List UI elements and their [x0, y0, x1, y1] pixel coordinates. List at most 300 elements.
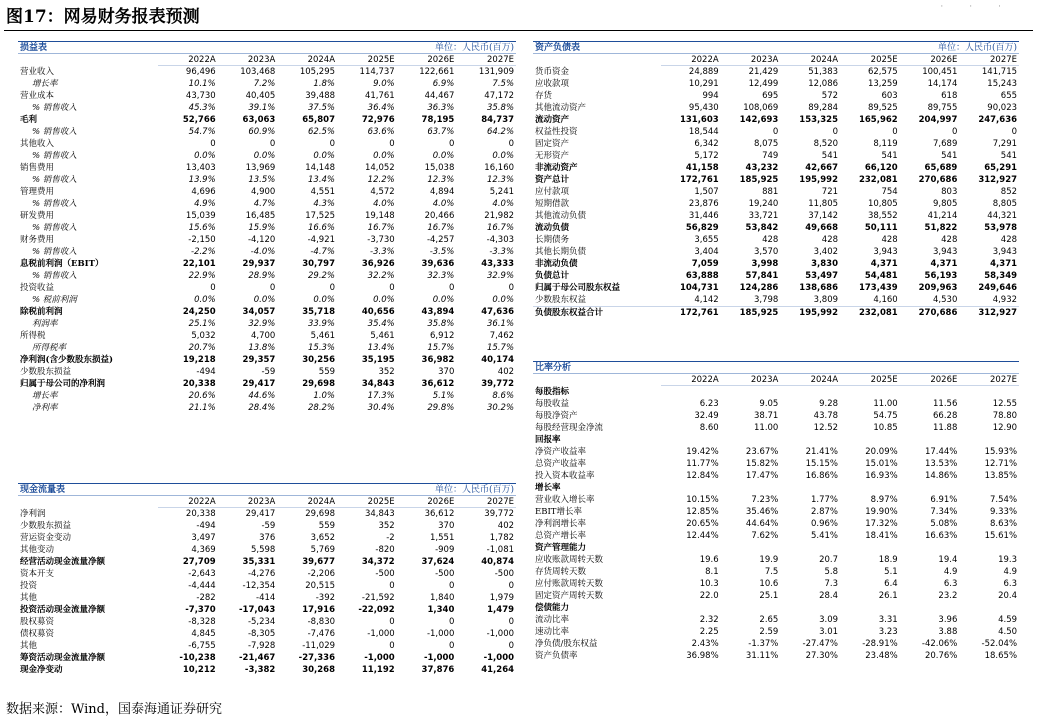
row-value: 16,485: [245, 211, 276, 221]
row-value: 16.86%: [805, 471, 839, 481]
table-row: [533, 554, 1019, 566]
row-label: 净利率: [32, 403, 58, 413]
row-value: 15.61%: [984, 531, 1018, 541]
row-value: 36,612: [421, 379, 455, 389]
table-row: [533, 126, 1019, 138]
row-value: 0.0%: [373, 295, 395, 305]
table-row: [18, 90, 516, 102]
table-row: [18, 628, 516, 640]
row-value: 35,195: [361, 355, 395, 365]
row-value: 39.1%: [248, 103, 276, 113]
row-value: 5.1: [884, 567, 898, 577]
row-value: 19.9: [759, 555, 779, 565]
row-label: 存货: [535, 91, 553, 101]
row-value: 13.8%: [248, 343, 276, 353]
row-value: 4,894: [430, 187, 455, 197]
row-value: -59: [261, 367, 276, 377]
table-row: [533, 198, 1019, 210]
row-value: 428: [941, 235, 958, 245]
row-value: 12.71%: [984, 459, 1018, 469]
row-label: 营业收入: [20, 67, 55, 77]
row-label: 筹资活动现金流量净额: [20, 653, 106, 663]
row-value: 172,761: [679, 308, 719, 318]
row-value: 100,451: [922, 67, 958, 77]
row-value: 32.3%: [427, 271, 455, 281]
table-row: [18, 616, 516, 628]
row-value: 24,250: [182, 307, 216, 317]
row-value: [900, 434, 960, 446]
row-value: -4.7%: [310, 247, 336, 257]
row-value: 4.50: [998, 627, 1018, 637]
row-value: 7.5: [764, 567, 779, 577]
row-value: 15.93%: [984, 447, 1018, 457]
row-value: 559: [318, 367, 336, 377]
row-value: 4.0%: [492, 199, 515, 209]
table-row: [18, 294, 516, 306]
row-value: 14,052: [364, 163, 395, 173]
row-value: -4,120: [247, 235, 276, 245]
row-value: 30,256: [302, 355, 336, 365]
table-row: [18, 604, 516, 616]
row-value: 89,755: [927, 103, 958, 113]
row-value: 4,845: [191, 629, 216, 639]
row-value: 40,405: [245, 91, 276, 101]
row-value: -3,730: [367, 235, 395, 245]
row-value: [840, 434, 900, 446]
row-value: 6.3: [1003, 579, 1018, 589]
row-value: 89,525: [867, 103, 898, 113]
cashflow-unit-label: 单位：人民币(百万): [434, 485, 514, 495]
row-label: 短期借款: [535, 199, 570, 209]
row-value: 19.42%: [686, 447, 719, 457]
row-value: -8,830: [307, 617, 336, 627]
ratio-section-title: 比率分析: [535, 363, 572, 373]
row-value: 17,916: [302, 605, 336, 615]
row-value: 0: [329, 139, 336, 149]
row-value: 29,417: [245, 509, 276, 519]
row-value: 153,325: [799, 115, 839, 125]
row-value: 8,520: [813, 139, 839, 149]
row-value: 4,900: [251, 187, 276, 197]
row-value: 618: [941, 91, 958, 101]
year-header-row: [533, 54, 1019, 66]
row-label: 少数股东损益: [20, 367, 72, 377]
row-value: 30.4%: [367, 403, 395, 413]
table-row: [18, 66, 516, 78]
row-value: 5,032: [191, 331, 216, 341]
row-value: 17.47%: [745, 471, 779, 481]
row-value: 124,286: [739, 283, 779, 293]
row-value: 4.7%: [253, 199, 276, 209]
row-value: 3.31: [878, 615, 898, 625]
row-label: 所得税率: [32, 343, 67, 353]
row-value: 4.0%: [432, 199, 455, 209]
row-label: 财务费用: [20, 235, 55, 245]
year-header-cell: 2023A: [721, 374, 781, 386]
table-row: [533, 530, 1019, 542]
row-label: 资本开支: [20, 569, 55, 579]
row-label: 股权募资: [20, 617, 55, 627]
row-value: 232,081: [858, 308, 898, 318]
row-value: 541: [881, 151, 898, 161]
table-row: [533, 494, 1019, 506]
row-value: 14.86%: [924, 471, 958, 481]
row-value: 10.6: [759, 579, 779, 589]
row-value: 4.9: [1003, 567, 1018, 577]
row-value: 0: [389, 283, 395, 293]
row-value: -3.3%: [489, 247, 515, 257]
year-header-cell: 2024A: [780, 54, 840, 66]
year-header-cell: 2026E: [397, 496, 457, 508]
income-unit-label: 单位：人民币(百万): [434, 43, 514, 53]
row-value: 53,842: [745, 223, 779, 233]
row-value: 0: [448, 641, 455, 651]
row-value: 17.3%: [367, 391, 395, 401]
row-value: 185,925: [739, 175, 779, 185]
table-row: [18, 330, 516, 342]
row-value: 4,572: [370, 187, 395, 197]
row-value: 173,439: [858, 283, 898, 293]
row-value: 0: [389, 617, 395, 627]
row-value: 4,551: [310, 187, 336, 197]
row-value: 428: [881, 235, 898, 245]
row-value: 7,462: [489, 331, 515, 341]
row-value: -2,643: [188, 569, 216, 579]
row-value: 0: [508, 641, 515, 651]
row-value: [780, 602, 840, 614]
row-value: -10,238: [179, 653, 216, 663]
row-label: 资产总计: [535, 175, 570, 185]
row-value: 3,655: [694, 235, 719, 245]
row-value: 4.0%: [373, 199, 395, 209]
table-row: [18, 652, 516, 664]
cashflow-section-title: 现金流量表: [20, 485, 66, 495]
row-value: 209,963: [918, 283, 958, 293]
row-value: -1,000: [426, 629, 455, 639]
row-label: 权益性投资: [535, 127, 578, 137]
row-value: 6,912: [430, 331, 455, 341]
row-label: % 销售收入: [32, 223, 77, 233]
row-value: 15.82%: [745, 459, 779, 469]
row-value: 8,075: [754, 139, 779, 149]
row-value: 25.1%: [188, 319, 216, 329]
cashflow-statement-panel: [18, 483, 516, 676]
row-value: 36,612: [424, 509, 455, 519]
row-value: 54.75: [873, 411, 898, 421]
row-value: 0: [269, 139, 276, 149]
row-value: -820: [375, 545, 395, 555]
row-value: 26.1: [878, 591, 898, 601]
row-label: 固定资产: [535, 139, 570, 149]
row-label: 资产负债率: [535, 651, 578, 661]
row-label: 归属于母公司的净利润: [20, 379, 106, 389]
row-value: 8,119: [873, 139, 898, 149]
table-row: [533, 270, 1019, 282]
row-value: 20,338: [185, 509, 216, 519]
row-value: 4,530: [933, 295, 958, 305]
row-value: 96,496: [185, 67, 216, 77]
row-value: 541: [821, 151, 839, 161]
row-value: 21,982: [484, 211, 515, 221]
row-value: 24,889: [688, 67, 719, 77]
row-label: 流动负债: [535, 223, 570, 233]
row-value: 12.55: [992, 399, 1018, 409]
row-value: 6.9%: [432, 79, 455, 89]
row-label: 所得税: [20, 331, 46, 341]
row-value: 35,331: [242, 557, 276, 567]
balance-section-header: [533, 41, 1019, 54]
row-value: 63.6%: [367, 127, 395, 137]
row-value: -27.47%: [802, 639, 839, 649]
table-row: [533, 506, 1019, 518]
row-label: 每股指标: [535, 387, 570, 397]
row-value: 5,241: [489, 187, 515, 197]
row-value: 57,841: [745, 271, 779, 281]
row-value: 41,158: [685, 163, 719, 173]
row-value: 0: [448, 617, 455, 627]
row-value: 35.8%: [487, 103, 515, 113]
row-value: 90,023: [987, 103, 1018, 113]
table-row: [18, 282, 516, 294]
year-header-row: [533, 374, 1019, 386]
row-value: 14,148: [305, 163, 336, 173]
row-value: 49,668: [805, 223, 839, 233]
row-value: 6,342: [694, 139, 719, 149]
row-value: 19,240: [748, 199, 779, 209]
row-label: 负债股东权益合计: [535, 308, 604, 318]
row-label: 投入资本收益率: [535, 471, 595, 481]
row-value: 16.63%: [924, 531, 958, 541]
title-divider: [4, 30, 1033, 31]
row-value: 0.0%: [313, 151, 336, 161]
row-value: 994: [702, 91, 719, 101]
row-value: 56,829: [685, 223, 719, 233]
cashflow-section-header: [18, 483, 516, 496]
row-value: 0: [389, 139, 395, 149]
row-label: 投资: [20, 581, 38, 591]
row-value: 0: [772, 127, 779, 137]
row-value: 1,479: [487, 605, 515, 615]
table-row: [533, 210, 1019, 222]
row-value: 20,515: [305, 581, 336, 591]
row-value: 29.2%: [308, 271, 336, 281]
table-row: [18, 126, 516, 138]
row-value: 6.4: [884, 579, 898, 589]
row-value: 39,772: [481, 379, 515, 389]
row-value: 23.67%: [745, 447, 779, 457]
table-row: [533, 638, 1019, 650]
row-value: 66.28: [933, 411, 958, 421]
row-value: 12.3%: [427, 175, 455, 185]
row-value: 22.0: [699, 591, 719, 601]
table-row: [533, 222, 1019, 234]
table-row: [18, 544, 516, 556]
year-header-cell: 2025E: [337, 496, 397, 508]
row-value: -2,150: [188, 235, 216, 245]
row-value: 63,063: [242, 115, 276, 125]
row-label: 净负债/股东权益: [535, 639, 598, 649]
row-value: 36,982: [421, 355, 455, 365]
row-value: 11.77%: [686, 459, 719, 469]
row-value: 3,830: [811, 259, 839, 269]
row-value: 0.96%: [811, 519, 839, 529]
row-value: 89,284: [808, 103, 839, 113]
row-value: 60.9%: [248, 127, 276, 137]
row-value: 13.85%: [984, 471, 1018, 481]
row-value: [840, 542, 900, 554]
year-header-cell: 2023A: [218, 496, 278, 508]
row-value: 0.0%: [432, 151, 455, 161]
row-label: 速动比率: [535, 627, 570, 637]
row-value: 352: [378, 367, 395, 377]
row-value: 370: [438, 521, 455, 531]
table-row: [533, 90, 1019, 102]
row-label: 流动资产: [535, 115, 570, 125]
row-value: 11,805: [808, 199, 839, 209]
row-value: -7,476: [307, 629, 336, 639]
row-label: 其他: [20, 641, 38, 651]
row-value: 32.2%: [367, 271, 395, 281]
row-value: 655: [1000, 91, 1018, 101]
row-value: 4.59: [998, 615, 1018, 625]
row-value: 185,925: [739, 308, 779, 318]
row-value: 3,943: [992, 247, 1018, 257]
row-value: 18.65%: [984, 651, 1018, 661]
row-value: 13,969: [245, 163, 276, 173]
row-value: [959, 602, 1019, 614]
row-value: 312,927: [978, 308, 1018, 318]
row-value: 62,575: [867, 67, 898, 77]
table-row: [18, 210, 516, 222]
row-value: 195,992: [799, 175, 839, 185]
row-value: 1,551: [430, 533, 455, 543]
decorative-dots: ···: [940, 2, 1027, 12]
row-value: 141,715: [981, 67, 1018, 77]
year-header-cell: 2022A: [661, 54, 721, 66]
table-row: [18, 186, 516, 198]
row-value: 4,371: [930, 259, 958, 269]
row-value: 3.88: [938, 627, 958, 637]
row-value: 19.6: [699, 555, 719, 565]
year-header-cell: 2025E: [840, 374, 900, 386]
row-value: [840, 482, 900, 494]
row-value: 0: [448, 139, 455, 149]
row-value: 0: [508, 581, 515, 591]
year-header-row: [18, 496, 516, 508]
row-value: 3,570: [754, 247, 779, 257]
row-value: 3,943: [873, 247, 898, 257]
year-header-cell: 2024A: [277, 496, 337, 508]
row-value: 44,467: [424, 91, 455, 101]
row-value: 4,696: [191, 187, 216, 197]
row-value: 0: [508, 139, 515, 149]
row-value: 9,805: [933, 199, 958, 209]
row-value: 37,624: [421, 557, 455, 567]
row-value: 4,932: [992, 295, 1018, 305]
row-value: 12,086: [808, 79, 839, 89]
row-value: 16.7%: [487, 223, 515, 233]
row-value: 105,295: [299, 67, 336, 77]
row-value: 13.53%: [924, 459, 958, 469]
row-value: 8,805: [992, 199, 1018, 209]
row-value: -42.06%: [921, 639, 958, 649]
row-label: 息税前利润（EBIT）: [20, 259, 104, 269]
row-label: 其他长期负债: [535, 247, 587, 257]
row-value: 12.90: [992, 423, 1018, 433]
row-label: % 销售收入: [32, 199, 77, 209]
row-value: 6.91%: [930, 495, 958, 505]
row-value: 39,488: [305, 91, 336, 101]
row-value: 37.5%: [308, 103, 336, 113]
row-label: 每股收益: [535, 399, 570, 409]
row-value: 428: [1000, 235, 1018, 245]
row-value: [661, 542, 721, 554]
row-value: 29,357: [242, 355, 276, 365]
row-value: 5,461: [310, 331, 336, 341]
row-value: 35.8%: [427, 319, 455, 329]
table-row: [533, 446, 1019, 458]
row-value: 1.8%: [313, 79, 336, 89]
row-value: 0.0%: [492, 295, 515, 305]
row-value: -59: [261, 521, 276, 531]
row-value: 8.60: [699, 423, 719, 433]
table-row: [533, 398, 1019, 410]
row-value: 20.7%: [188, 343, 216, 353]
row-value: 0: [210, 283, 216, 293]
row-value: 52,766: [182, 115, 216, 125]
table-row: [533, 282, 1019, 294]
row-value: 19.3: [998, 555, 1018, 565]
row-value: 21.41%: [805, 447, 839, 457]
row-value: 21,429: [748, 67, 779, 77]
table-row: [533, 150, 1019, 162]
row-label: 管理费用: [20, 187, 55, 197]
row-value: -1,000: [367, 629, 395, 639]
row-value: -3,382: [244, 665, 276, 675]
row-label: 营运资金变动: [20, 533, 72, 543]
row-value: -1.37%: [748, 639, 779, 649]
row-value: [721, 386, 781, 398]
row-value: 51,822: [924, 223, 958, 233]
table-row: [533, 458, 1019, 470]
table-row: [18, 390, 516, 402]
row-label: 偿债能力: [535, 603, 570, 613]
row-label: 其他: [20, 593, 38, 603]
table-row: [533, 482, 1019, 494]
row-value: 5.8: [824, 567, 839, 577]
row-label: 研发费用: [20, 211, 55, 221]
row-label: 营业收入增长率: [535, 495, 595, 505]
row-value: 695: [762, 91, 779, 101]
row-value: 5.08%: [930, 519, 958, 529]
row-value: 10.85: [873, 423, 898, 433]
row-label: 应付款项: [535, 187, 570, 197]
row-value: 114,737: [359, 67, 395, 77]
table-row: [18, 556, 516, 568]
row-value: 16,160: [484, 163, 515, 173]
row-value: 0.0%: [194, 151, 216, 161]
row-value: 12.85%: [686, 507, 719, 517]
row-value: 3,943: [933, 247, 958, 257]
table-row: [18, 366, 516, 378]
row-value: 0: [892, 127, 898, 137]
row-value: 204,997: [918, 115, 958, 125]
row-value: 4,371: [990, 259, 1018, 269]
row-label: % 销售收入: [32, 103, 77, 113]
row-value: 20.4: [998, 591, 1018, 601]
table-row: [18, 162, 516, 174]
row-value: 7.3: [824, 579, 839, 589]
